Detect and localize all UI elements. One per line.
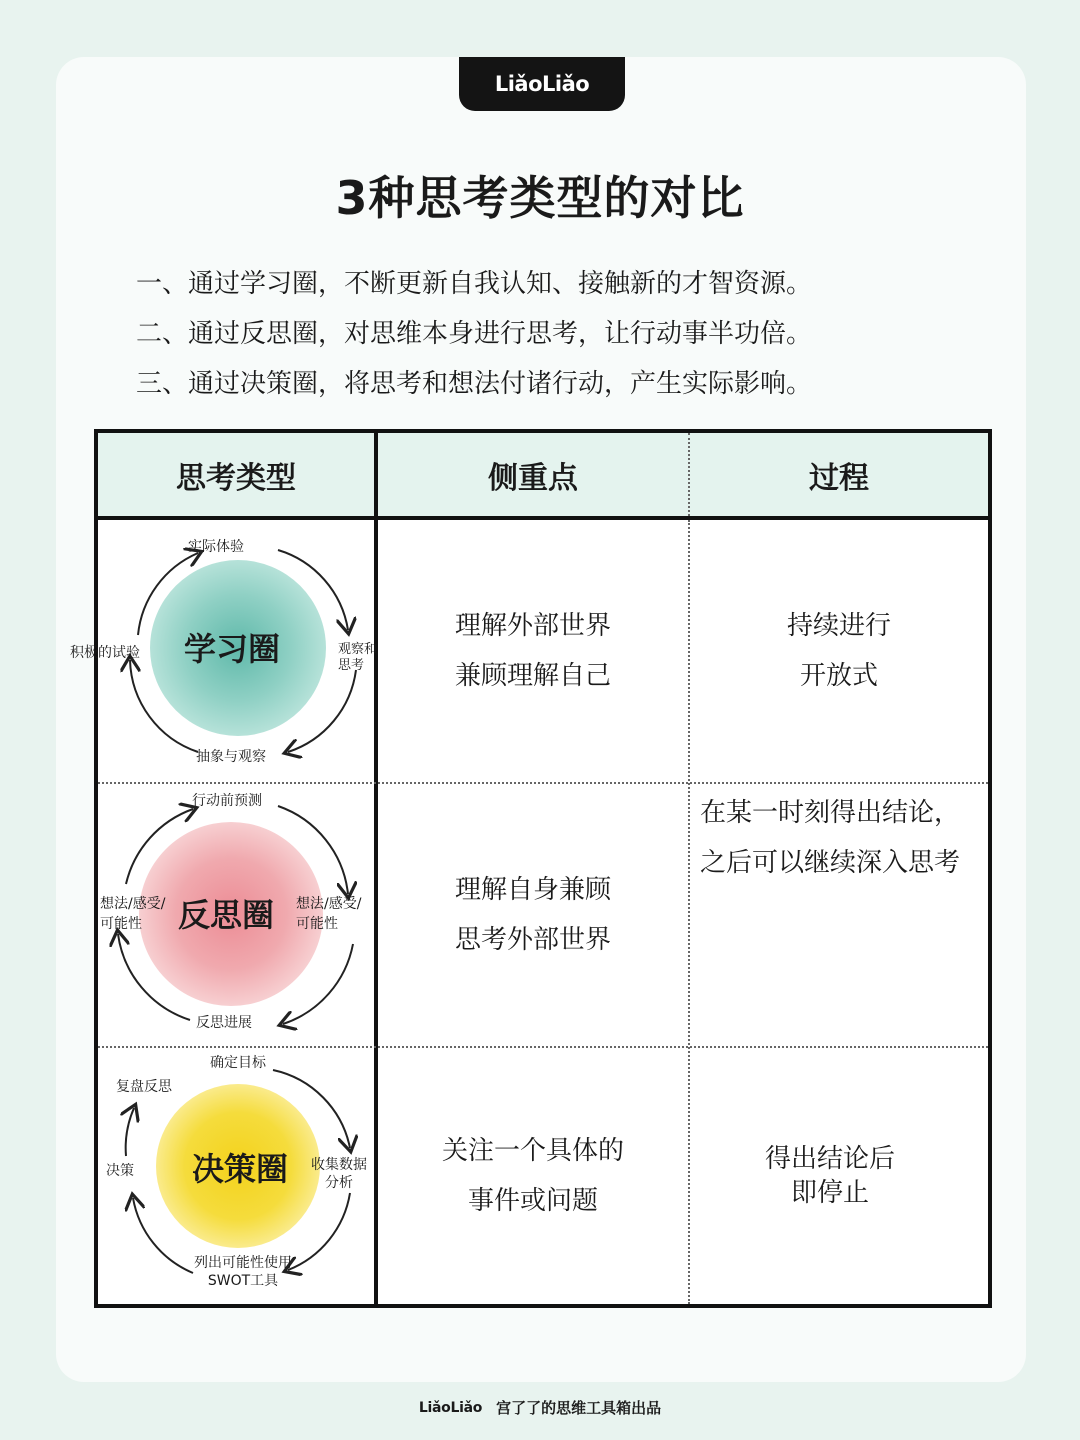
cell-line: 即停止 xyxy=(790,1178,869,1208)
focus-cell xyxy=(378,1048,688,1304)
cell-line: 之后可以继续深入思考 xyxy=(700,848,961,878)
circle-label-top: 确定目标 xyxy=(210,1055,266,1071)
header-process: 过程 xyxy=(809,460,869,496)
circle-label-bottom: 列出可能性使用SWOT工具 xyxy=(194,1255,292,1289)
circle-label-top: 行动前预测 xyxy=(192,793,262,809)
reflection-circle-labels xyxy=(98,784,374,1046)
focus-cell xyxy=(378,784,688,1046)
intro-item: 三、通过决策圈，将思考和想法付诸行动，产生实际影响。 xyxy=(136,369,813,399)
circle-label-right: 收集数据分析 xyxy=(311,1157,367,1191)
cell-line: 兼顾理解自己 xyxy=(454,661,611,691)
divider xyxy=(688,433,690,516)
circle-title: 学习圈 xyxy=(184,630,281,668)
cell-line: 理解外部世界 xyxy=(454,611,611,641)
circle-label-top: 实际体验 xyxy=(188,539,244,555)
header-type: 思考类型 xyxy=(176,460,296,496)
circle-label-right: 想法/感受/可能性 xyxy=(296,896,362,932)
focus-cell xyxy=(378,520,688,782)
cell-line: 持续进行 xyxy=(786,611,891,641)
footer xyxy=(0,1397,1080,1418)
circle-label-right: 观察和思考 xyxy=(338,642,378,673)
circle-label-left: 决策 xyxy=(106,1163,134,1179)
circle-label-left: 想法/感受/可能性 xyxy=(100,896,166,932)
circle-title: 反思圈 xyxy=(178,896,275,934)
circle-label-left: 积极的试验 xyxy=(70,645,140,661)
brand-logo: LiǎoLiǎo xyxy=(459,57,625,111)
circle-label-bottom: 抽象与观察 xyxy=(196,749,266,765)
intro-list xyxy=(136,262,996,412)
intro-item: 二、通过反思圈，对思维本身进行思考，让行动事半功倍。 xyxy=(136,319,813,349)
footer-text: 宫了了的思维工具箱出品 xyxy=(496,1399,662,1417)
comparison-table xyxy=(70,429,992,1308)
cell-line: 思考外部世界 xyxy=(454,925,611,955)
learning-circle-labels xyxy=(70,520,378,782)
circle-label-top-left: 复盘反思 xyxy=(116,1079,172,1095)
circle-label-bottom: 反思进展 xyxy=(196,1015,252,1031)
cell-line: 关注一个具体的 xyxy=(441,1136,624,1166)
cell-line: 开放式 xyxy=(799,661,878,691)
process-cell xyxy=(690,520,988,782)
header-focus: 侧重点 xyxy=(488,460,578,496)
footer-logo: LiǎoLiǎo xyxy=(418,1399,483,1416)
table-header xyxy=(98,433,988,520)
process-cell xyxy=(700,784,986,1024)
intro-item: 一、通过学习圈，不断更新自我认知、接触新的才智资源。 xyxy=(136,269,813,299)
page-title: 3种思考类型的对比 xyxy=(335,171,745,225)
process-cell xyxy=(690,1048,970,1304)
circle-title: 决策圈 xyxy=(192,1150,289,1188)
cell-line: 理解自身兼顾 xyxy=(454,875,611,905)
cell-line: 在某一时刻得出结论， xyxy=(700,798,961,828)
decision-circle-labels xyxy=(98,1048,374,1304)
cell-line: 得出结论后 xyxy=(764,1144,895,1174)
cell-line: 事件或问题 xyxy=(467,1186,598,1216)
